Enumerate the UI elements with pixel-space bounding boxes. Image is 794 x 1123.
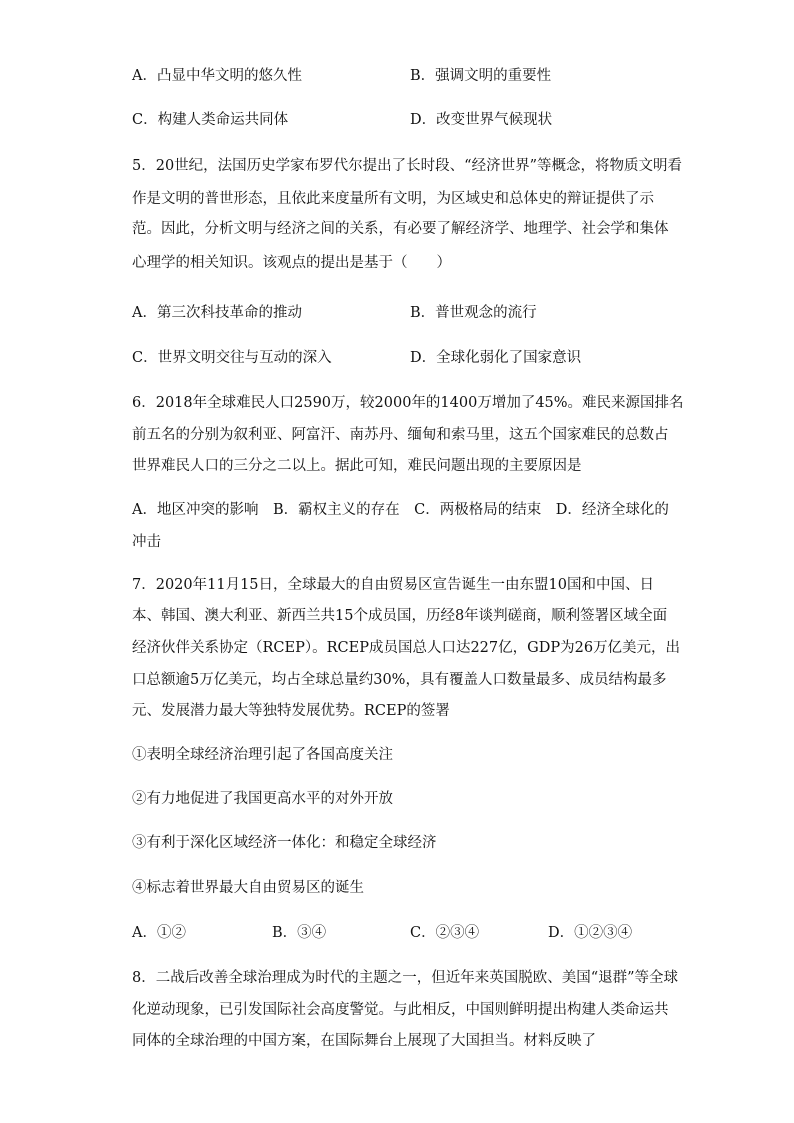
q6-stem-line-1: 6．2018年全球难民人口2590万，较2000年的1400万增加了45%。难民来源国排名 xyxy=(132,395,684,411)
q7-stem-line-3: 经济伙伴关系协定（RCEP）。RCEP成员国总人口达227亿，GDP为26万亿美元，出 xyxy=(132,640,681,656)
q5-option-b: B．普世观念的流行 xyxy=(410,305,537,321)
q6-stem-line-3: 世界难民人口的三分之二以上。据此可知，难民问题出现的主要原因是 xyxy=(132,458,582,474)
q7-statement-2: ②有力地促进了我国更高水平的对外开放 xyxy=(132,791,393,807)
q5-stem-line-1: 5．20世纪，法国历史学家布罗代尔提出了长时段、“经济世界”等概念，将物质文明看 xyxy=(132,158,682,174)
q4-option-a: A．凸显中华文明的悠久性 xyxy=(132,68,302,84)
q6-options-line-2: 冲击 xyxy=(132,534,161,550)
q5-option-d: D．全球化弱化了国家意识 xyxy=(410,350,582,366)
q5-stem-line-2: 作是文明的普世形态，且依此来度量所有文明，为区域史和总体史的辩证提供了示 xyxy=(132,191,654,207)
q7-stem-line-5: 元、发展潜力最大等独特发展优势。RCEP的签署 xyxy=(132,703,450,719)
q7-stem-line-4: 口总额逾5万亿美元，均占全球总量约30%，具有覆盖人口数量最多、成员结构最多 xyxy=(132,672,667,688)
q5-option-c: C．世界文明交往与互动的深入 xyxy=(132,350,332,366)
q6-options-line-1: A．地区冲突的影响 B．霸权主义的存在 C．两极格局的结束 D．经济全球化的 xyxy=(132,502,669,518)
q7-option-d: D．①②③④ xyxy=(548,925,633,941)
q8-stem-line-2: 化逆动现象，已引发国际社会高度警觉。与此相反，中国则鲜明提出构建人类命运共 xyxy=(132,1002,669,1018)
q4-option-d: D．改变世界气候现状 xyxy=(410,112,553,128)
q7-option-a: A．①② xyxy=(132,925,186,941)
q7-statement-1: ①表明全球经济治理引起了各国高度关注 xyxy=(132,747,393,763)
q5-stem-line-4: 心理学的相关知识。该观点的提出是基于（ ） xyxy=(132,255,451,271)
q8-stem-line-1: 8．二战后改善全球治理成为时代的主题之一，但近年来英国脱欧、美国“退群”等全球 xyxy=(132,970,679,986)
q4-option-b: B．强调文明的重要性 xyxy=(410,68,552,84)
q7-option-b: B．③④ xyxy=(272,925,327,941)
q5-stem-line-3: 范。因此，分析文明与经济之间的关系，有必要了解经济学、地理学、社会学和集体 xyxy=(132,221,669,237)
q5-option-a: A．第三次科技革命的推动 xyxy=(132,305,302,321)
q7-statement-3: ③有利于深化区域经济一体化：和稳定全球经济 xyxy=(132,835,437,851)
q7-option-c: C．②③④ xyxy=(410,925,480,941)
q4-option-c: C．构建人类命运共同体 xyxy=(132,112,289,128)
q7-stem-line-1: 7．2020年11月15日，全球最大的自由贸易区宣告诞生一由东盟10国和中国、日 xyxy=(132,577,654,593)
q7-stem-line-2: 本、韩国、澳大利亚、新西兰共15个成员国，历经8年谈判磋商，顺利签署区域全面 xyxy=(132,608,668,624)
q7-statement-4: ④标志着世界最大自由贸易区的诞生 xyxy=(132,880,364,896)
q6-stem-line-2: 前五名的分别为叙利亚、阿富汗、南苏丹、缅甸和索马里，这五个国家难民的总数占 xyxy=(132,427,669,443)
q8-stem-line-3: 同体的全球治理的中国方案，在国际舞台上展现了大国担当。材料反映了 xyxy=(132,1033,596,1049)
